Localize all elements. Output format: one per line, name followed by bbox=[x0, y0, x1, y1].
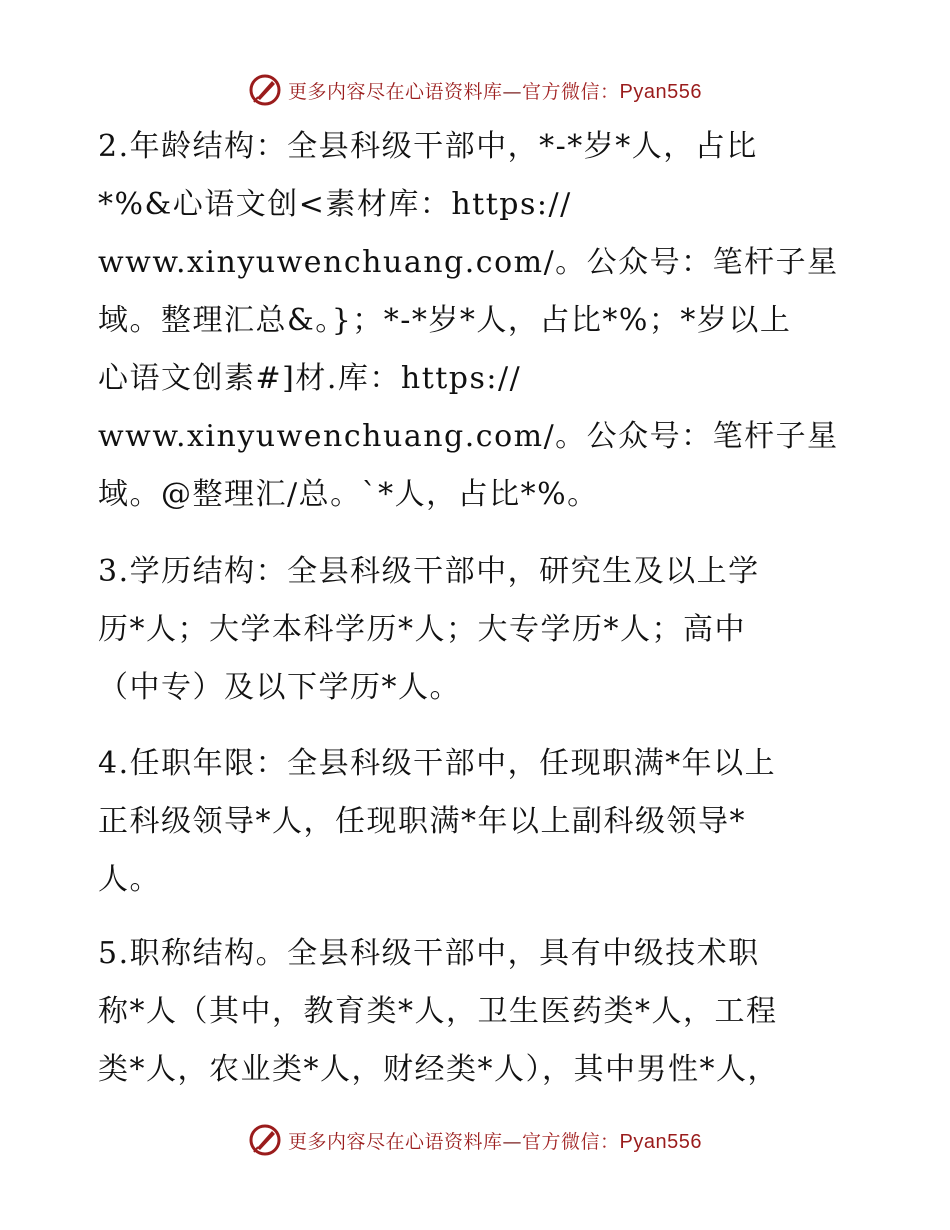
paragraph-title-structure: 5.职称结构。全县科级干部中，具有中级技术职 称*人（其中，教育类*人，卫生医药类*人，工程 类*人，农业类*人，财经类*人），其中男性*人， bbox=[98, 936, 779, 1087]
footer-watermark bbox=[0, 1120, 950, 1160]
watermark-text: 更多内容尽在心语资料库—官方微信：Pyan556 bbox=[288, 80, 702, 103]
header-watermark bbox=[0, 70, 950, 110]
quill-seal-icon bbox=[248, 1123, 282, 1157]
quill-seal-icon bbox=[248, 73, 282, 107]
paragraph-education-structure: 3.学历结构：全县科级干部中，研究生及以上学 历*人；大学本科学历*人；大专学历*人；高中 （中专）及以下学历*人。 bbox=[98, 554, 760, 705]
watermark-text: 更多内容尽在心语资料库—官方微信：Pyan556 bbox=[288, 1130, 702, 1153]
paragraph-age-structure: 2.年龄结构：全县科级干部中，*-*岁*人，占比 *%&心语文创<素材库：https:// www.xinyuwenchuang.com/。公众号：笔杆子星 域。整理汇总&。}；*-*岁*人，占比*%；*岁以上 心语文创素#]材.库：https:// www.xinyuwenchuang.com/。公众号：笔杆子星 域。@整理汇/总。`*人，占比*%。 bbox=[98, 129, 839, 512]
paragraph-tenure: 4.任职年限：全县科级干部中，任现职满*年以上 正科级领导*人，任现职满*年以上副科级领导* 人。 bbox=[98, 746, 777, 897]
